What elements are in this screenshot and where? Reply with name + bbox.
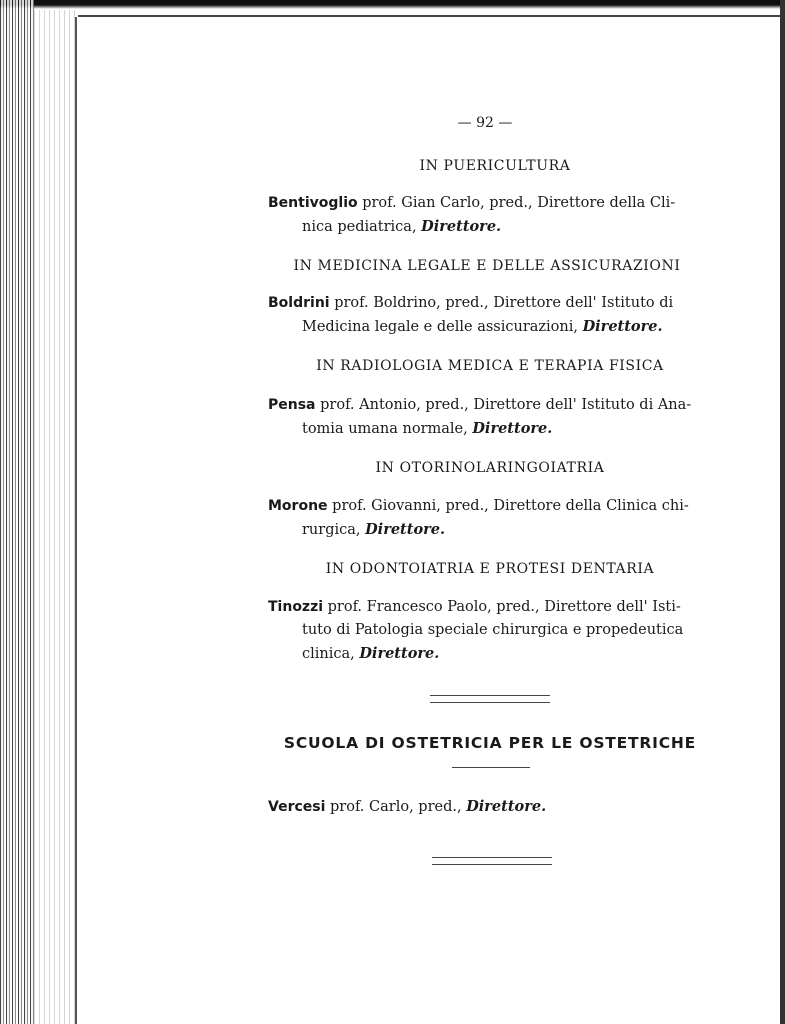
entry-text: prof. Carlo, pred., <box>330 799 462 815</box>
section-heading-puericultura: IN PUERICULTURA <box>419 158 571 174</box>
section-heading-radiologia: IN RADIOLOGIA MEDICA E TERAPIA FISICA <box>316 358 664 374</box>
entry-boldrini <box>268 292 708 339</box>
book-spine-edge <box>0 0 34 1024</box>
entry-name: Tinozzi <box>268 599 324 615</box>
entry-text-line2: tuto di Patologia speciale chirurgica e propedeutica <box>302 622 684 638</box>
entry-text-line2: nica pediatrica, <box>302 219 417 235</box>
entry-role: Direttore. <box>365 521 446 538</box>
entry-name: Bentivoglio <box>268 195 358 211</box>
entry-text-line2: tomia umana normale, <box>302 421 468 437</box>
entry-name: Boldrini <box>268 295 330 311</box>
school-title: SCUOLA DI OSTETRICIA PER LE OSTETRICHE <box>283 734 697 752</box>
entry-name: Morone <box>268 498 328 514</box>
single-rule-divider <box>452 767 530 768</box>
section-heading-odontoiatria: IN ODONTOIATRIA E PROTESI DENTARIA <box>325 561 655 577</box>
entry-text-line2: Medicina legale e delle assicurazioni, <box>302 319 578 335</box>
scan-right-edge <box>780 0 785 1024</box>
section-heading-medicina-legale: IN MEDICINA LEGALE E DELLE ASSICURAZIONI <box>293 258 681 274</box>
entry-tinozzi <box>268 596 708 666</box>
entry-role: Direttore. <box>582 318 663 335</box>
entry-role: Direttore. <box>421 218 502 235</box>
entry-text-line1: prof. Boldrino, pred., Direttore dell' Istituto di <box>334 295 674 311</box>
page-left-rule <box>75 17 77 1024</box>
page-number: — 92 — <box>457 115 513 131</box>
section-heading-otorinolaringoiatria: IN OTORINOLARINGOIATRIA <box>375 460 605 476</box>
entry-text-line1: prof. Antonio, pred., Direttore dell' Istituto di Ana- <box>320 397 692 413</box>
entry-name: Vercesi <box>268 799 326 815</box>
entry-role: Direttore. <box>359 645 440 662</box>
scan-top-rule <box>78 15 785 17</box>
entry-morone <box>268 495 708 542</box>
entry-role: Direttore. <box>466 798 547 815</box>
entry-pensa <box>268 394 708 441</box>
scan-top-border <box>0 0 785 9</box>
entry-text-line1: prof. Francesco Paolo, pred., Direttore dell' Isti- <box>327 599 681 615</box>
entry-role: Direttore. <box>472 420 553 437</box>
entry-name: Pensa <box>268 397 316 413</box>
entry-text-line1: prof. Giovanni, pred., Direttore della Clinica chi- <box>332 498 689 514</box>
double-rule-divider <box>430 695 550 703</box>
entry-text-line3: clinica, <box>302 646 355 662</box>
entry-text-line1: prof. Gian Carlo, pred., Direttore della Cli- <box>362 195 676 211</box>
entry-text-line2: rurgica, <box>302 522 361 538</box>
entry-vercesi <box>268 795 708 819</box>
page-stack-edge <box>34 10 78 1024</box>
entry-bentivoglio <box>268 192 708 239</box>
double-rule-divider-bottom <box>432 857 552 865</box>
